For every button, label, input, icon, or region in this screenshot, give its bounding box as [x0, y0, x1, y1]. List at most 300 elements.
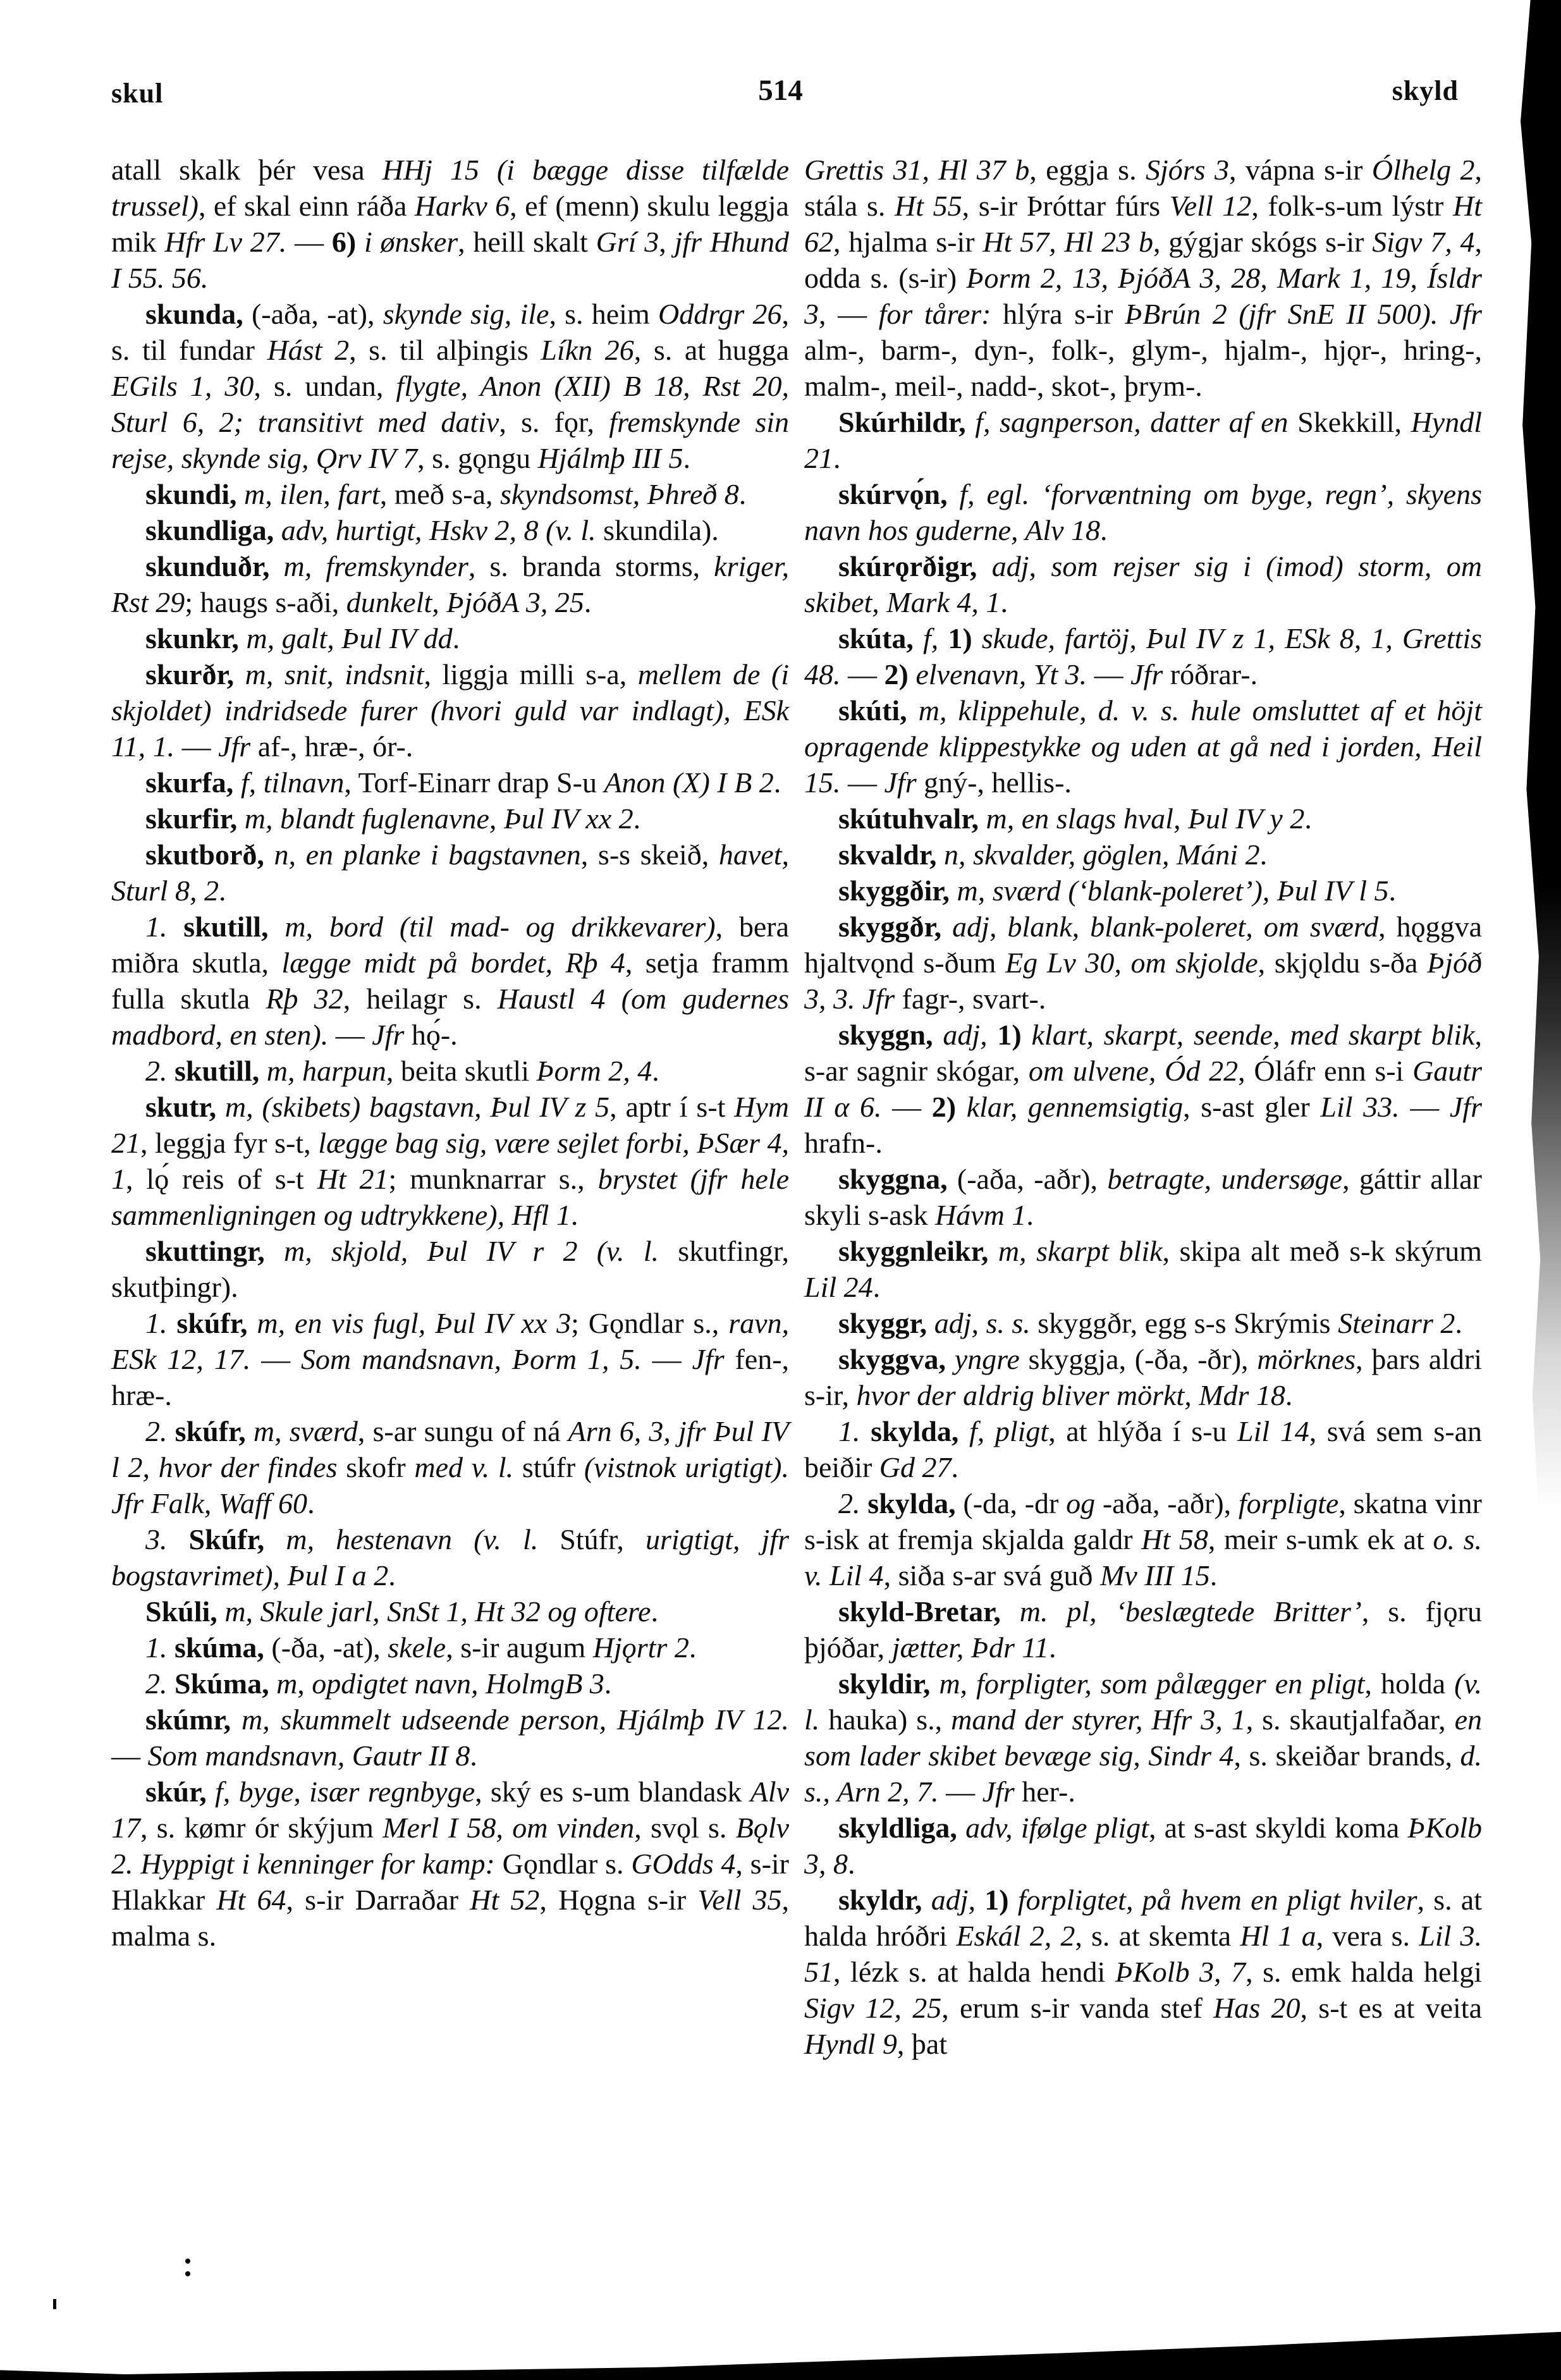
headword: skyld-Bretar,: [838, 1595, 1001, 1628]
entry-text: , skatna vinr s-isk at fremja skjalda galdr: [804, 1487, 1482, 1555]
entry-text: om ulvene, Ód 22: [1028, 1055, 1239, 1087]
scan-artifact-bottom-band: [0, 2309, 1561, 2380]
entry-text: —: [174, 730, 219, 763]
entry-text: m, (skibets) bagstavn, Þul IV z 5: [216, 1091, 610, 1123]
left-column: [111, 152, 789, 1954]
entry-text: flygte, Anon (XII) B 18, Rst 20, Sturl 6, 2; transitivt med dativ: [111, 370, 789, 438]
entry-text: (vistnok urigtigt). Jfr Falk, Waff 60: [111, 1451, 789, 1519]
dictionary-entry: [111, 1053, 789, 1089]
dictionary-entry: [804, 909, 1482, 1017]
entry-text: .: [1304, 802, 1312, 835]
headword: skuttingr,: [145, 1235, 265, 1267]
dictionary-entry: [804, 1017, 1482, 1161]
entry-text: klar, gennemsigtig: [966, 1091, 1184, 1123]
entry-text: —: [840, 658, 885, 690]
headword: skyggva,: [838, 1343, 946, 1375]
entry-text: 2.: [145, 1055, 174, 1087]
entry-text: .: [833, 442, 841, 474]
dictionary-entry: [804, 1161, 1482, 1233]
entry-text: f, sagnperson, datter af en: [965, 406, 1289, 438]
headword: skunkr,: [145, 622, 239, 654]
dictionary-entry: [804, 1341, 1482, 1413]
entry-text: , svǫl s.: [634, 1812, 736, 1844]
dictionary-entry: [111, 620, 789, 656]
headword: skúma,: [174, 1631, 264, 1664]
entry-text: —: [840, 766, 885, 799]
entry-text: , lǫ́ reis of s-t: [126, 1163, 317, 1195]
entry-text: fremskynde sin rejse, skynde sig, Ǫrv IV 7: [111, 406, 790, 474]
entry-text: , ef skal einn ráða: [199, 190, 415, 222]
dictionary-entry: [111, 1521, 789, 1593]
entry-text: , s. til fundar: [111, 298, 789, 366]
dictionary-entry: [804, 1413, 1482, 1485]
headword: 1): [938, 622, 982, 654]
dictionary-entry: [111, 476, 789, 512]
entry-text: —: [641, 1343, 692, 1375]
entry-text: , Óláfr enn s-i: [1238, 1055, 1413, 1087]
dictionary-entry: [804, 800, 1482, 837]
entry-text: o. s. v. Lil 4: [804, 1523, 1483, 1592]
dictionary-entry: [111, 800, 789, 837]
entry-text: , ef (menn) skulu leggja mik: [111, 190, 789, 258]
entry-text: , s-ar sagnir skógar,: [804, 1019, 1482, 1087]
entry-text: , s. emk halda helgi: [1246, 1956, 1483, 1988]
entry-text: lægge bag sig, være sejlet forbi, ÞSær 4, 1: [111, 1127, 789, 1195]
entry-text: , s-t es at veita: [1300, 1992, 1482, 2024]
entry-text: adj, blank, blank-poleret, om sværd: [941, 911, 1379, 943]
headword: skúrǫrðigr,: [838, 550, 977, 582]
entry-text: forpligte: [1238, 1487, 1339, 1519]
entry-text: adj, som rejser sig i (imod) storm, om skibet, Mark 4, 1: [804, 550, 1482, 618]
entry-text: .: [470, 1739, 477, 1772]
entry-text: hauka) s.,: [819, 1703, 952, 1736]
headword: Skúma,: [174, 1667, 269, 1700]
entry-text: , hjalma s-ir: [833, 226, 983, 258]
entry-text: Hávm 1: [935, 1199, 1027, 1231]
entry-text: brystet (jfr hele sammenligningen og udtrykkene), Hfl 1: [111, 1163, 789, 1231]
entry-text: Hym 21: [111, 1091, 789, 1159]
headword: skúfr,: [174, 1415, 246, 1447]
entry-text: , s. branda storms,: [468, 550, 714, 582]
entry-text: Skekkill,: [1288, 406, 1411, 438]
entry-text: (-aða, -at),: [243, 298, 383, 330]
entry-text: m, harpun: [259, 1055, 386, 1087]
dictionary-entry: [804, 620, 1482, 692]
entry-text: Alv 17: [111, 1776, 789, 1844]
page-number: 514: [758, 74, 803, 107]
entry-text: en som lader skibet bevæge sig, Sindr 4: [804, 1703, 1482, 1772]
dictionary-entry: [111, 909, 789, 1053]
entry-text: Þorm 2, 13, ÞjóðA 3, 28, Mark 1, 19, Ísldr 3: [804, 262, 1482, 330]
entry-text: m, ilen, fart: [236, 478, 380, 510]
dictionary-entry: [804, 1882, 1482, 2062]
headword: skylda,: [871, 1415, 959, 1447]
dictionary-entry: [804, 1305, 1482, 1341]
entry-text: , aptr í s-t: [609, 1091, 735, 1123]
entry-text: skutfingr, skutþingr).: [111, 1235, 789, 1303]
entry-text: ,: [659, 226, 675, 258]
dictionary-entry: [111, 512, 789, 548]
dictionary-entry: [111, 1413, 789, 1521]
dictionary-entry: [804, 837, 1482, 873]
entry-text: .: [633, 802, 641, 835]
entry-text: Jfr: [884, 766, 917, 799]
entry-text: .: [773, 766, 781, 799]
entry-text: hǫ́-.: [404, 1019, 458, 1051]
entry-text: , s-ast gler: [1183, 1091, 1321, 1123]
headword: skútuhvalr,: [838, 802, 979, 835]
entry-text: , skjǫldu s-ða: [1258, 947, 1428, 979]
entry-text: jætter, Þdr 11: [891, 1631, 1050, 1664]
entry-text: , beita skutli: [386, 1055, 537, 1087]
entry-text: for tårer:: [878, 298, 991, 330]
entry-text: , leggja fyr s-t,: [140, 1127, 319, 1159]
headword: skúrvǫ́n,: [838, 478, 948, 510]
entry-text: Jfr: [372, 1019, 405, 1051]
entry-text: adj,: [933, 1019, 988, 1051]
entry-text: hrafn-.: [804, 1127, 883, 1159]
headword: Skúfr,: [188, 1523, 265, 1555]
entry-text: , stála s.: [804, 154, 1483, 222]
entry-text: skyggja, (-ða, -ðr),: [1019, 1343, 1258, 1375]
entry-text: .: [307, 1487, 315, 1519]
entry-continuation: [111, 152, 789, 296]
entry-text: , gáttir allar skyli s-ask: [804, 1163, 1482, 1231]
entry-text: Líkn 26: [541, 334, 634, 366]
entry-text: Steinarr 2: [1338, 1307, 1455, 1339]
entry-text: , heilagr s.: [343, 983, 498, 1015]
entry-text: , malma s.: [111, 1884, 790, 1952]
entry-text: fagr-, svart-.: [895, 983, 1046, 1015]
entry-text: .: [872, 1271, 881, 1303]
entry-text: Som mandsnavn, Gautr II 8: [147, 1739, 470, 1772]
entry-text: Hjálmþ III 5: [537, 442, 683, 474]
entry-text: , s. skautjalfaðar,: [1246, 1703, 1455, 1736]
entry-text: Hyndl 9: [804, 2028, 897, 2060]
entry-text: yngre: [945, 1343, 1020, 1375]
headword: skurfa,: [145, 766, 234, 799]
entry-text: Eg Lv 30, om skjolde: [1005, 947, 1258, 979]
entry-text: skele: [388, 1631, 446, 1664]
dictionary-entry: [111, 1774, 789, 1954]
entry-text: , bera miðra skutla,: [111, 911, 790, 979]
entry-text: 1.: [145, 1631, 174, 1664]
entry-text: 1.: [838, 1415, 871, 1447]
entry-text: , s. at skemta: [1075, 1920, 1240, 1952]
entry-text: , at hlýða í s-u: [1048, 1415, 1237, 1447]
entry-text: , s. fjǫru þjóðar,: [804, 1595, 1482, 1664]
ink-speck: [53, 2299, 56, 2309]
entry-text: stúfr: [513, 1451, 584, 1483]
entry-text: , s-ir Darraðar: [286, 1884, 470, 1916]
entry-text: HHj 15 (i bægge disse tilfælde trussel): [111, 154, 789, 222]
entry-text: skyggðr, egg s-s Skrýmis: [1030, 1307, 1338, 1339]
entry-text: m, sværd: [245, 1415, 358, 1447]
entry-text: , s. gǫngu: [417, 442, 538, 474]
entry-text: (-ða, -at),: [264, 1631, 388, 1664]
entry-text: , vera s.: [1316, 1920, 1419, 1952]
entry-text: Vell 35: [697, 1884, 782, 1916]
entry-text: Vell 12: [1169, 190, 1252, 222]
headword: skunduðr,: [145, 550, 270, 582]
entry-text: f, pligt: [958, 1415, 1049, 1447]
headword: Skúli,: [145, 1595, 217, 1628]
entry-text: ÞKolb 3, 7: [1115, 1956, 1246, 1988]
entry-text: GOdds 4: [631, 1848, 736, 1880]
entry-text: .: [388, 1559, 396, 1592]
entry-text: , s. at hugga: [634, 334, 790, 366]
entry-text: Haustl 4 (om gudernes madbord, en sten).: [111, 983, 789, 1051]
entry-text: Ht 64: [216, 1884, 286, 1916]
entry-text: fen-, hræ-.: [111, 1343, 790, 1411]
headword: skyldliga,: [838, 1812, 957, 1844]
entry-text: .: [604, 1667, 612, 1700]
entry-text: .: [1455, 1307, 1462, 1339]
headword: skutill,: [174, 1055, 260, 1087]
headword: skúfr,: [176, 1307, 248, 1339]
entry-text: Hfr Lv 27.: [164, 226, 287, 258]
entry-text: elvenavn, Yt 3.: [915, 658, 1087, 690]
headword: 6): [331, 226, 357, 258]
entry-text: m. pl, ‘beslægtede Britter’: [1000, 1595, 1362, 1628]
entry-text: m, bord (til mad- og drikkevarer): [268, 911, 716, 943]
entry-text: , s-ir augum: [446, 1631, 593, 1664]
entry-text: Jfr: [692, 1343, 725, 1375]
headword: skyggðir,: [838, 874, 950, 907]
headword: skutr,: [145, 1091, 217, 1123]
headword: 1): [976, 1884, 1018, 1916]
entry-text: ; Gǫndlar s.,: [571, 1307, 729, 1339]
entry-text: —: [881, 1091, 932, 1123]
entry-text: , s-ir Þróttar fúrs: [962, 190, 1170, 222]
dictionary-entry: [804, 1810, 1482, 1882]
entry-text: 1.: [145, 1307, 177, 1339]
dictionary-entry: [111, 1089, 789, 1233]
entry-text: m, skarpt blik: [988, 1235, 1163, 1267]
entry-text: , gýgjar skógs s-ir: [1153, 226, 1373, 258]
entry-text: .: [651, 1595, 658, 1628]
entry-text: Rþ 32: [266, 983, 343, 1015]
headword: skyggn,: [838, 1019, 933, 1051]
entry-text: havet, Sturl 8, 2: [111, 838, 789, 907]
entry-text: —: [111, 1739, 148, 1772]
dictionary-entry: [111, 656, 789, 764]
headword: skúta,: [838, 622, 914, 654]
entry-text: , erum s-ir vanda stef: [941, 1992, 1214, 2024]
headword: skúr,: [145, 1776, 207, 1808]
entry-text: skynde sig, ile: [383, 298, 549, 330]
entry-text: Sigv 7, 4: [1372, 226, 1475, 258]
entry-text: 3.: [145, 1523, 189, 1555]
entry-text: -aða, -aðr),: [1095, 1487, 1239, 1519]
entry-text: , meir s-umk ek at: [1208, 1523, 1433, 1555]
entry-text: Jfr: [218, 730, 251, 763]
entry-text: —: [938, 1776, 983, 1808]
entry-text: 2.: [145, 1667, 174, 1700]
entry-text: .: [683, 442, 691, 474]
entry-text: Ht 58: [1141, 1523, 1208, 1555]
dictionary-entry: [804, 548, 1482, 620]
entry-text: m, forpligter, som pålægger en pligt: [930, 1667, 1365, 1700]
entry-text: Sjórs 3: [1146, 154, 1229, 186]
entry-text: forpligtet, på hvem en pligt hviler: [1017, 1884, 1417, 1916]
dictionary-entry: [804, 873, 1482, 909]
entry-text: Eskál 2, 2: [956, 1920, 1075, 1952]
entry-text: , s. fǫr,: [499, 406, 609, 438]
entry-text: hvor der aldrig bliver mörkt, Mdr 18: [856, 1379, 1285, 1411]
entry-text: , Hǫgna s-ir: [539, 1884, 698, 1916]
entry-text: dunkelt, ÞjóðA 3, 25: [346, 586, 584, 618]
dictionary-entry: [111, 764, 789, 800]
entry-text: Bǫlv 2. Hyppigt i kenninger for kamp:: [111, 1812, 789, 1880]
entry-text: , vápna s-ir: [1229, 154, 1372, 186]
entry-text: .: [570, 1199, 578, 1231]
entry-text: , Torf-Einarr drap S-u: [344, 766, 604, 799]
running-head-left: skul: [111, 78, 164, 109]
entry-text: m, Skule jarl, SnSt 1, Ht 32 og oftere: [217, 1595, 651, 1628]
entry-continuation: [804, 152, 1482, 404]
headword: skúti,: [838, 694, 907, 727]
entry-text: , skipa alt með s-k skýrum: [1162, 1235, 1482, 1267]
entry-text: —: [1087, 658, 1131, 690]
entry-text: .: [452, 622, 460, 654]
entry-text: , eggja s.: [1029, 154, 1146, 186]
entry-text: , s. heim: [549, 298, 658, 330]
entry-text: Jfr: [982, 1776, 1015, 1808]
entry-text: m, skummelt udseende person, Hjálmþ IV 12.: [231, 1703, 789, 1736]
entry-text: m, blandt fuglenavne, Þul IV xx 2: [237, 802, 634, 835]
entry-text: Gǫndlar s.: [494, 1848, 632, 1880]
entry-text: adv, hurtigt, Hskv 2, 8 (v. l.: [274, 514, 596, 546]
entry-text: Ht 52: [470, 1884, 540, 1916]
entry-text: Grí 3: [596, 226, 659, 258]
entry-text: mand der styrer, Hfr 3, 1: [951, 1703, 1246, 1736]
entry-text: , s. kømr ór skýjum: [140, 1812, 383, 1844]
entry-text: , hǫggva hjaltvǫnd s-ðum: [804, 911, 1482, 979]
entry-text: Þjóð 3, 3. Jfr: [804, 947, 1482, 1015]
entry-text: (-da, -dr: [955, 1487, 1067, 1519]
entry-text: 2.: [838, 1487, 868, 1519]
headword: skyldr,: [838, 1884, 922, 1916]
entry-text: m, en slags hval, Þul IV y 2: [979, 802, 1305, 835]
entry-text: gný-, hellis-.: [916, 766, 1072, 799]
entry-text: skofr: [337, 1451, 415, 1483]
headword: skylda,: [867, 1487, 956, 1519]
entry-text: adv, ifølge pligt: [957, 1812, 1149, 1844]
entry-text: Jfr: [1130, 658, 1163, 690]
entry-text: Has 20: [1213, 1992, 1301, 2024]
entry-text: EGils 1, 30: [111, 370, 254, 402]
entry-text: Grettis 31, Hl 37 b: [804, 154, 1030, 186]
entry-text: , s-ir Hlakkar: [111, 1848, 790, 1916]
entry-text: f, egl. ‘forvæntning om byge, regn’, skyens navn hos guderne, Alv 18: [804, 478, 1482, 546]
entry-text: m, en vis fugl, Þul IV xx 3: [247, 1307, 572, 1339]
entry-text: Lil 24: [804, 1271, 873, 1303]
entry-text: Hl 1 a: [1240, 1920, 1316, 1952]
entry-text: kriger, Rst 29: [111, 550, 789, 618]
entry-text: lægge midt på bordet, Rþ 4: [281, 947, 625, 979]
headword: 2): [884, 658, 916, 690]
entry-text: .: [738, 478, 747, 510]
entry-text: m, snit, indsnit: [234, 658, 424, 690]
entry-text: urigtigt, jfr bogstavrimet), Þul I a 2: [111, 1523, 790, 1592]
entry-text: atall skalk þér vesa: [111, 154, 383, 186]
entry-text: skundila).: [596, 514, 719, 546]
entry-text: .: [1285, 1379, 1293, 1411]
entry-text: , holda: [1364, 1667, 1455, 1700]
headword: skyggna,: [838, 1163, 948, 1195]
entry-text: .: [1049, 1631, 1056, 1664]
headword: skundi,: [145, 478, 237, 510]
entry-text: 1.: [145, 911, 184, 943]
entry-text: , með s-a,: [379, 478, 501, 510]
entry-text: af-, hræ-, ór-.: [250, 730, 413, 763]
entry-text: Mv III 15: [1100, 1559, 1210, 1592]
entry-text: .: [1026, 1199, 1034, 1231]
entry-text: , setja framm fulla skutla: [111, 947, 789, 1015]
dictionary-entry: [804, 692, 1482, 800]
entry-text: og: [1066, 1487, 1096, 1519]
entry-text: , ský es s-um blandask: [475, 1776, 750, 1808]
entry-text: Ht 62: [804, 190, 1482, 258]
entry-text: f, tilnavn: [233, 766, 345, 799]
right-column: [804, 152, 1482, 2062]
entry-text: Sigv 12, 25: [804, 1992, 942, 2024]
entry-text: .: [652, 1055, 659, 1087]
entry-text: (v. l.: [804, 1667, 1482, 1736]
entry-text: —: [1399, 1091, 1450, 1123]
dictionary-entry: [804, 1665, 1482, 1810]
entry-text: f, byge, især regnbyge: [206, 1776, 475, 1808]
dictionary-entry: [111, 1629, 789, 1665]
dictionary-entry: [804, 1485, 1482, 1593]
entry-text: skude, fartöj, Þul IV z 1, ESk 8, 1, Grettis 48.: [804, 622, 1482, 690]
dictionary-entry: [804, 476, 1482, 548]
headword: skunda,: [145, 298, 243, 330]
entry-text: —: [328, 1019, 372, 1051]
entry-text: .: [1100, 514, 1108, 546]
dictionary-entry: [804, 1233, 1482, 1305]
entry-text: .: [1209, 1559, 1218, 1592]
entry-text: —: [250, 1343, 301, 1375]
entry-text: Gautr II α 6.: [804, 1055, 1482, 1123]
headword: 2): [931, 1091, 967, 1123]
ink-speck: [185, 2259, 190, 2264]
entry-text: ; haugs s-aði,: [185, 586, 346, 618]
entry-text: Hást 2: [267, 334, 350, 366]
entry-text: .: [218, 874, 226, 907]
headword: skyldir,: [838, 1667, 931, 1700]
dictionary-entry: [804, 1593, 1482, 1665]
entry-text: Som mandsnavn, Þorm 1, 5.: [300, 1343, 642, 1375]
entry-text: , liggja milli s-a,: [424, 658, 638, 690]
dictionary-entry: [111, 296, 789, 476]
entry-text: .: [1259, 838, 1268, 871]
headword: skutill,: [183, 911, 269, 943]
entry-text: Hjǫrtr 2: [592, 1631, 689, 1664]
entry-text: m, klippehule, d. v. s. hule omsluttet af et höjt opragende klippestykke og uden at gå ned i jorden, Heil 15.: [804, 694, 1482, 799]
entry-text: ÞKolb 3, 8: [804, 1812, 1482, 1880]
entry-text: Ht 57, Hl 23 b: [983, 226, 1153, 258]
entry-text: .: [1388, 874, 1397, 907]
entry-text: Lil 33.: [1320, 1091, 1400, 1123]
entry-text: m, galt, Þul IV dd: [238, 622, 453, 654]
entry-text: , svá sem s-an beiðir: [804, 1415, 1482, 1483]
entry-text: ÞBrún 2 (jfr SnE II 500). Jfr: [1125, 298, 1483, 330]
scan-artifact-right-edge-band: [1512, 0, 1561, 1518]
entry-text: med v. l.: [414, 1451, 514, 1483]
entry-text: , s. til alþingis: [349, 334, 541, 366]
